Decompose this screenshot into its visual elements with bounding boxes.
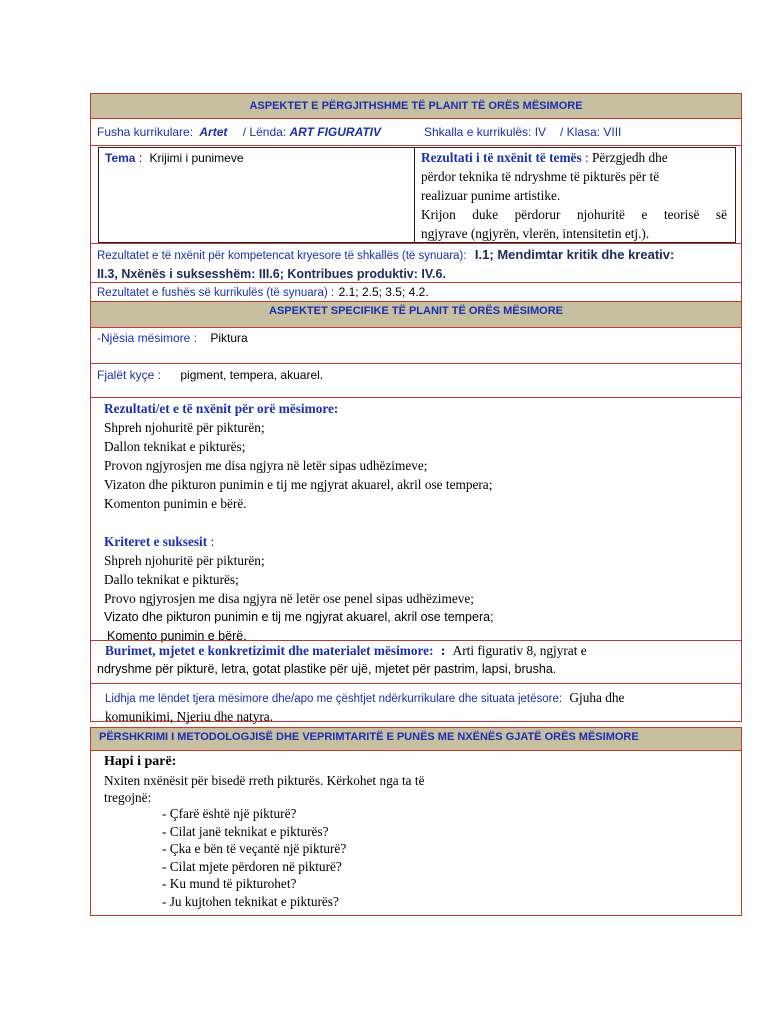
resources-label: Burimet, mjetet e konkretizimit dhe materialet mësimore: bbox=[105, 643, 434, 658]
results-criteria-row bbox=[90, 397, 742, 641]
connections-label: Lidhja me lëndet tjera mësimore dhe/apo me çështjet ndërkurrikulare dhe situata jetësore: bbox=[105, 693, 563, 705]
topic-result-line2: përdor teknika të ndryshme të pikturës për të bbox=[421, 169, 660, 184]
curriculum-level: Shkalla e kurrikulës: IV bbox=[424, 125, 547, 139]
criteria-list bbox=[104, 551, 741, 608]
topic-result-line5: ngjyrave (ngjyrën, vlerën, intensitetin etj.). bbox=[421, 226, 650, 241]
class-level: / Klasa: VIII bbox=[560, 125, 622, 139]
criteria-item: Shpreh njohuritë për pikturën; bbox=[104, 553, 265, 568]
topic-result-line1: Përzgjedh dhe bbox=[591, 150, 668, 165]
topic-table bbox=[98, 147, 736, 243]
question-item: - Cilat janë teknikat e pikturës? bbox=[162, 823, 329, 839]
competences-value-1: I.1; Mendimtar kritik dhe kreativ: bbox=[474, 247, 675, 262]
step-one-title: Hapi i parë: bbox=[104, 754, 177, 769]
resources-value-2: ndryshme për pikturë, letra, gotat plastike për ujë, mjetet për pastrim, lapsi, brusha. bbox=[97, 662, 557, 676]
criteria-item: Dallo teknikat e pikturës; bbox=[104, 572, 239, 587]
keywords-row bbox=[90, 363, 742, 398]
criteria-item-5: Komento punimin e bërë. bbox=[107, 629, 247, 643]
header-specific: ASPEKTET SPECIFIKE TË PLANIT TË ORËS MËSIMORE bbox=[90, 301, 742, 328]
topic-result-cell bbox=[421, 148, 727, 243]
criteria-sep: : bbox=[210, 534, 215, 549]
unit-value: Piktura bbox=[210, 331, 248, 345]
step-one-row bbox=[90, 750, 742, 916]
competences-row bbox=[90, 243, 742, 283]
criteria-label: Kriteret e suksesit bbox=[104, 534, 208, 549]
connections-row bbox=[90, 683, 742, 722]
topic-result-sep: : bbox=[584, 150, 589, 165]
resources-value-1: Arti figurativ 8, ngjyrat e bbox=[452, 643, 587, 658]
lesson-result-item: Dallon teknikat e pikturës; bbox=[104, 439, 246, 454]
header-methodology: PËRSHKRIMI I METODOLOGJISË DHE VEPRIMTARITË E PUNËS ME NXËNËS GJATË ORËS MËSIMORE bbox=[90, 727, 742, 751]
topic-label: Tema bbox=[105, 151, 136, 165]
curriculum-row bbox=[90, 118, 742, 146]
topic-cell bbox=[105, 150, 244, 166]
topic-result-label: Rezultati i të nxënit të temës bbox=[421, 150, 582, 165]
resources-sep: : bbox=[440, 643, 446, 658]
question-item: - Cilat mjete përdoren në pikturë? bbox=[162, 858, 342, 874]
question-item: - Çka e bën të veçantë një pikturë? bbox=[162, 841, 347, 856]
competences-label: Rezultatet e të nxënit për kompetencat kryesore të shkallës (të synuara): bbox=[97, 250, 467, 262]
question-item: - Ju kujtohen teknikat e pikturës? bbox=[162, 893, 339, 909]
header-general: ASPEKTET E PËRGJITHSHME TË PLANIT TË ORËS MËSIMORE bbox=[90, 93, 742, 119]
topic-result-line4: Krijon duke përdorur njohuritë e teorisë së bbox=[421, 207, 727, 222]
field-results-row bbox=[90, 282, 742, 302]
resources-row bbox=[90, 640, 742, 684]
topic-divider bbox=[414, 148, 415, 242]
curriculum-field-value: Artet bbox=[199, 125, 228, 139]
criteria-item: Provo ngjyrosjen me disa ngjyra në letër ose penel sipas udhëzimeve; bbox=[104, 591, 474, 606]
lesson-result-item: Vizaton dhe pikturon punimin e tij me ngjyrat akuarel, akril ose tempera; bbox=[104, 477, 493, 492]
curriculum-field-label: Fusha kurrikulare: bbox=[97, 125, 194, 139]
step-one-questions bbox=[104, 805, 741, 910]
topic-result-line3: realizuar punime artistike. bbox=[421, 188, 561, 203]
field-results-label: Rezultatet e fushës së kurrikulës (të synuara) : bbox=[97, 287, 335, 299]
lesson-result-item: Shpreh njohuritë për pikturën; bbox=[104, 420, 265, 435]
unit-row bbox=[90, 327, 742, 364]
lesson-results-label: Rezultati/et e të nxënit për orë mësimore: bbox=[104, 401, 339, 416]
lesson-results-list bbox=[104, 418, 741, 513]
lesson-result-item: Komenton punimin e bërë. bbox=[104, 496, 247, 511]
unit-label: -Njësia mësimore : bbox=[97, 331, 198, 345]
connections-value-2: komunikimi, Njeriu dhe natyra. bbox=[105, 709, 274, 724]
connections-value-1: Gjuha dhe bbox=[569, 690, 625, 705]
question-item: - Çfarë është një pikturë? bbox=[162, 806, 297, 821]
lesson-result-item: Provon ngjyrosjen me disa ngjyra në letër sipas udhëzimeve; bbox=[104, 458, 428, 473]
step-one-line1: Nxiten nxënësit për bisedë rreth pikturës. Kërkohet nga ta të bbox=[104, 773, 425, 788]
step-one-line2: tregojnë: bbox=[104, 790, 152, 805]
field-results-value: 2.1; 2.5; 3.5; 4.2. bbox=[338, 285, 429, 299]
keywords-label: Fjalët kyçe : bbox=[97, 368, 162, 382]
criteria-item-4: Vizato dhe pikturon punimin e tij me ngjyrat akuarel, akril ose tempera; bbox=[104, 610, 494, 624]
subject-value: ART FIGURATIV bbox=[289, 125, 382, 139]
topic-sep: : bbox=[138, 151, 143, 165]
topic-value: Krijimi i punimeve bbox=[149, 151, 244, 165]
competences-value-2: II.3, Nxënës i suksesshëm: III.6; Kontribues produktiv: IV.6. bbox=[97, 267, 446, 281]
question-item: - Ku mund të pikturohet? bbox=[162, 876, 297, 891]
subject-label: / Lënda: bbox=[242, 125, 287, 139]
keywords-value: pigment, tempera, akuarel. bbox=[180, 368, 324, 382]
